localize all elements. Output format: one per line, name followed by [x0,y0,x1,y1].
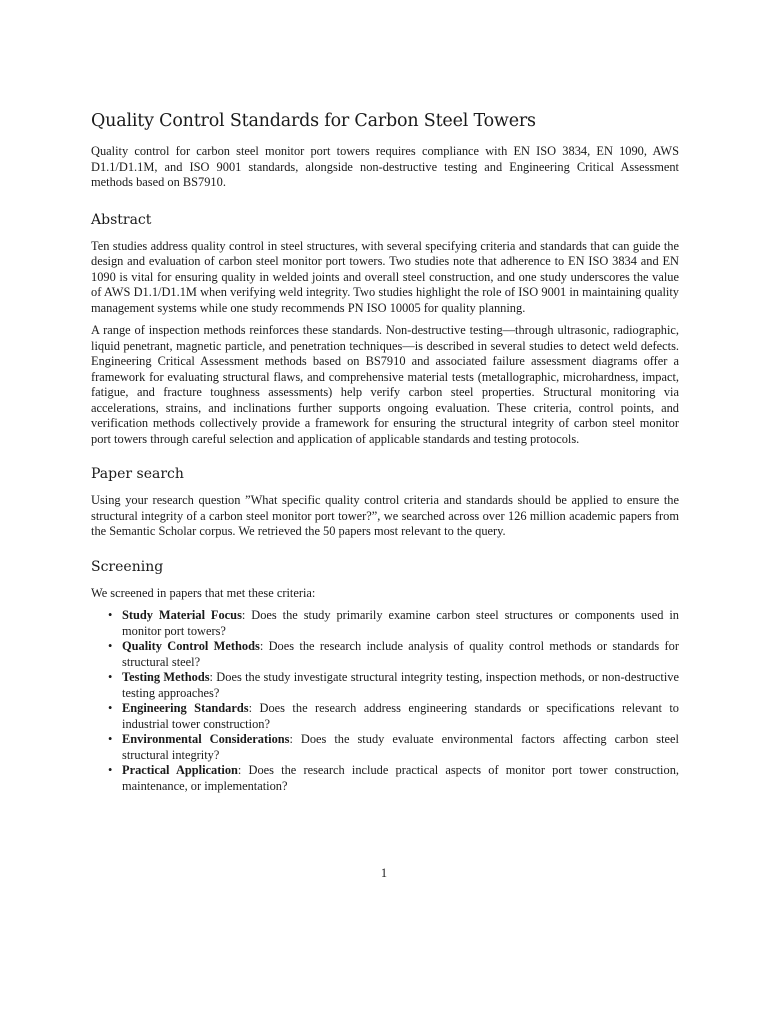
criterion-label: Engineering Standards [122,701,249,715]
criterion-label: Testing Methods [122,670,210,684]
paper-search-paragraph: Using your research question ”What specific quality control criteria and standards should be applied to ensure the structural integrity of a carbon steel monitor port tower?”, we searched across over 126 million academic papers from the Semantic Scholar corpus. We retrieved the 50 papers most relevant to the query. [91,493,679,538]
criterion-label: Environmental Considerations [122,732,290,746]
criterion-label: Practical Application [122,763,238,777]
document-title: Quality Control Standards for Carbon Steel Towers [91,111,536,131]
criterion-text: : Does the research include practical aspects of monitor port tower construction, maintenance, or implementation? [122,763,679,793]
list-item [122,639,679,670]
list-item [122,732,679,763]
criterion-text: : Does the research include analysis of quality control methods or standards for structural steel? [122,639,679,669]
criterion-text: : Does the study evaluate environmental factors affecting carbon steel structural integrity? [122,732,680,762]
intro-paragraph: Quality control for carbon steel monitor port towers requires compliance with EN ISO 3834, EN 1090, AWS D1.1/D1.1M, and ISO 9001 standards, alongside non-destructive testing and Engineering Critical Assessment methods based on BS7910. [91,144,679,189]
abstract-paragraph-2: A range of inspection methods reinforces these standards. Non-destructive testing—through ultrasonic, radiographic, liquid penetrant, magnetic particle, and penetration techniques—is described in several studies to detect weld defects. Engineering Critical Assessment methods based on BS7910 and associated failure assessment diagrams offer a framework for evaluating structural flaws, and comprehensive material tests (metallographic, microhardness, impact, fatigue, and fracture toughness assessments) help verify carbon steel properties. Structural monitoring via accelerations, strains, and inclinations further supports ongoing evaluation. These criteria, control points, and verification methods collectively provide a framework for ensuring the structural integrity of carbon steel monitor port towers through careful selection and application of applicable standards and testing protocols. [91,323,679,446]
page-number: 1 [380,866,388,880]
list-item [122,670,679,701]
abstract-heading: Abstract [91,211,152,228]
screening-intro: We screened in papers that met these criteria: [91,585,316,600]
criteria-list [91,608,679,794]
criterion-label: Study Material Focus [122,608,242,622]
paper-search-section [91,465,679,540]
screening-section [91,558,679,795]
document-page [91,110,679,812]
paper-search-heading: Paper search [91,466,184,482]
abstract-paragraph-1: Ten studies address quality control in steel structures, with several specifying criteria and standards that can guide the design and evaluation of carbon steel monitor port towers. Two studies note that adherence to EN ISO 3834 and EN 1090 is vital for ensuring quality in welded joints and overall steel construction, and one study underscores the value of AWS D1.1/D1.1M when verifying weld integrity. Two studies highlight the role of ISO 9001 in maintaining quality management systems while one study recommends PN ISO 10005 for quality planning. [91,238,679,315]
abstract-section [91,211,679,448]
criterion-text: : Does the study primarily examine carbon steel structures or components used in monitor port towers? [122,608,679,638]
criterion-text: : Does the research address engineering standards or specifications relevant to industrial tower construction? [122,701,680,731]
list-item [122,763,679,794]
screening-heading: Screening [91,558,164,575]
criterion-text: : Does the study investigate structural integrity testing, inspection methods, or non-destructive testing approaches? [122,670,679,700]
list-item [122,701,679,732]
criterion-label: Quality Control Methods [122,639,260,653]
list-item [122,608,679,639]
